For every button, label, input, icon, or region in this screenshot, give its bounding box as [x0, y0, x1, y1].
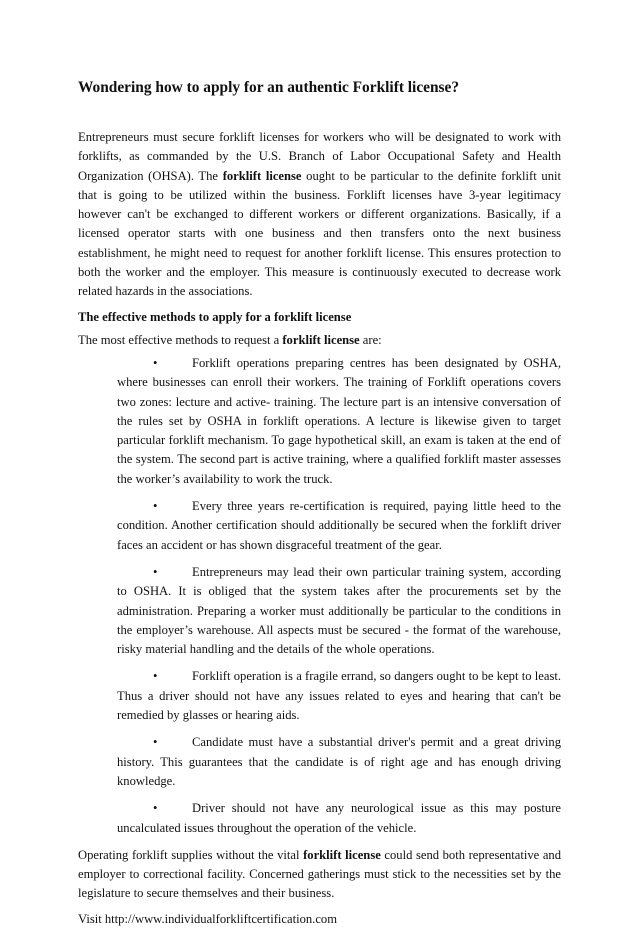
closing-paragraph	[78, 846, 561, 904]
list-item	[117, 354, 561, 489]
list-item	[117, 667, 561, 725]
bullet-icon: •	[153, 669, 158, 684]
closing-text-end: could send both representative and employer to correctional facility. Concerned gatherings must stick to the necessities set by the legislature to secure themselves and their business.	[78, 847, 561, 901]
list-item	[117, 733, 561, 791]
list-item-text: Forklift operations preparing centres has been designated by OSHA, where businesses can enroll their workers. The training of Forklift operations covers two zones: lecture and active- training. The lecture part is an intensive conversation of the rules set by OSHA in forklift operations. A lecture is likewise given to target particular forklift mechanism. To gage hypothetical skill, an exam is taken at the end of the system. The second part is active training, where a qualified forklift master assesses the worker’s availability to work the truck.	[117, 355, 561, 486]
bullet-icon: •	[153, 564, 158, 579]
list-item-text: Every three years re-certification is required, paying little heed to the condition. Another certification should additionally be secured when the forklift driver faces an accident or has shown disgraceful treatment of the gear.	[117, 499, 561, 552]
list-item	[117, 799, 561, 838]
bullet-icon: •	[153, 499, 158, 514]
list-item-text: Entrepreneurs may lead their own particular training system, according to OSHA. It is obliged that the system takes after the procurements set by the administration. Preparing a worker must additionally be particular to the conditions in the employer’s warehouse. All aspects must be secured - the format of the warehouse, risky material handling and the details of the whole operations.	[117, 564, 561, 657]
intro-text-end: ought to be particular to the definite forklift unit that is going to be utilized within the business. Forklift licenses have 3-year legitimacy however can't be exchanged to different workers or different organizations. Basically, if a licensed operator starts with one business and then transfers onto the next business establishment, he might need to request for another forklift license. This ensures protection to both the worker and the employer. This measure is continuously executed to decrease work related hazards in the associations.	[78, 168, 561, 299]
intro-paragraph	[78, 128, 561, 302]
bullet-icon: •	[153, 801, 158, 816]
list-item-text: Candidate must have a substantial driver's permit and a great driving history. This guarantees that the candidate is of right age and has enough driving knowledge.	[117, 735, 561, 788]
list-item	[117, 563, 561, 659]
intro-bold-term: forklift license	[222, 168, 302, 183]
intro-text-start: Entrepreneurs must secure forklift licenses for workers who will be designated to work with forklifts, as commanded by the U.S. Branch of Labor Occupational Safety and Health Organization (OHSA). The	[78, 130, 561, 183]
list-item	[117, 497, 561, 555]
closing-text-start: Operating forklift supplies without the vital	[78, 847, 304, 862]
visit-link: Visit http://www.individualforkliftcertification.com	[78, 911, 337, 926]
bullet-icon: •	[153, 735, 158, 750]
lead-bold-term: forklift license	[282, 332, 360, 347]
page-title: Wondering how to apply for an authentic Forklift license?	[78, 79, 460, 96]
closing-bold-term: forklift license	[303, 847, 381, 862]
methods-list	[78, 354, 561, 838]
lead-text-start: The most effective methods to request a	[78, 332, 283, 347]
list-item-text: Forklift operation is a fragile errand, so dangers ought to be kept to least. Thus a driver should not have any issues related to eyes and hearing that can't be remedied by glasses or hearing aids.	[117, 669, 561, 723]
bullet-icon: •	[153, 355, 158, 370]
lead-text-end: are:	[359, 332, 382, 347]
lead-paragraph	[78, 331, 561, 350]
section-heading: The effective methods to apply for a forklift license	[78, 309, 352, 324]
list-item-text: Driver should not have any neurological issue as this may posture uncalculated issues throughout the operation of the vehicle.	[117, 801, 561, 835]
